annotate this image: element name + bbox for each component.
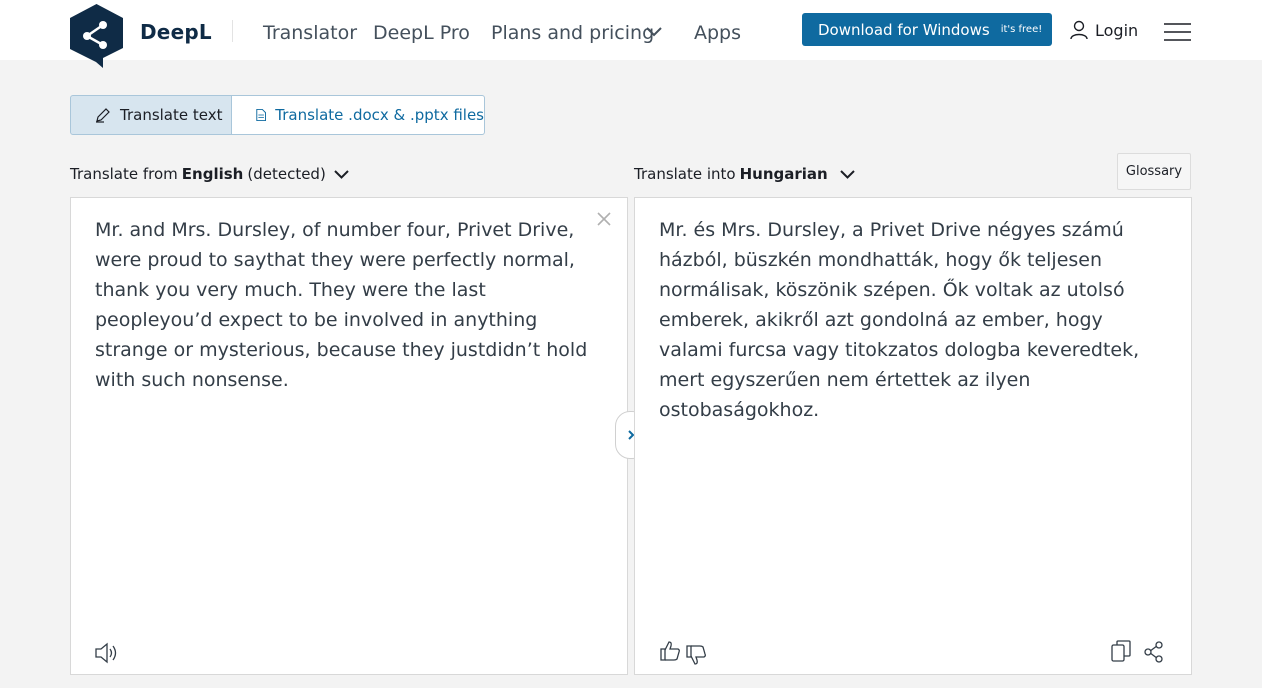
download-label: Download for Windows — [818, 20, 990, 39]
login-label: Login — [1095, 20, 1139, 40]
brand-divider — [232, 20, 233, 42]
translated-text: Mr. és Mrs. Dursley, a Privet Drive négyes számú házból, büszkén mondhatták, hogy ők teljesen normálisak, köszönik szépen. Ők voltak az utolsó emberek, akikről azt gondolná az ember, hogy valami furcsa vagy titokzatos dologba keveredtek, mert egyszerűen nem értettek az ilyen ostobaságokhoz. — [659, 219, 1140, 421]
source-language-selector[interactable] — [70, 165, 349, 183]
source-language-prefix: Translate from — [70, 165, 178, 183]
copy-icon[interactable] — [1111, 640, 1131, 662]
thumbs-up-icon[interactable] — [659, 640, 681, 662]
source-text-panel[interactable] — [70, 197, 628, 675]
pen-icon — [95, 107, 111, 123]
target-language-selector[interactable] — [634, 165, 855, 183]
source-language-suffix: (detected) — [247, 165, 326, 183]
hamburger-menu-icon[interactable] — [1164, 22, 1191, 42]
target-language: Hungarian — [739, 165, 828, 183]
user-icon — [1070, 20, 1088, 40]
translation-mode-tabs — [70, 95, 485, 135]
document-icon — [256, 107, 266, 123]
speaker-icon[interactable] — [95, 642, 119, 664]
tab-translate-text[interactable] — [70, 95, 232, 135]
nav-plans-and-pricing[interactable] — [491, 22, 654, 44]
download-note: it's free! — [1000, 24, 1043, 35]
nav-deepl-pro[interactable]: DeepL Pro — [373, 22, 470, 44]
tab-translate-files[interactable] — [232, 95, 485, 135]
login-button[interactable] — [1070, 20, 1138, 40]
chevron-down-icon — [646, 27, 662, 37]
thumbs-down-icon[interactable] — [685, 644, 707, 666]
target-text-panel — [634, 197, 1192, 675]
close-icon[interactable] — [595, 210, 613, 228]
source-text-input[interactable]: Mr. and Mrs. Dursley, of number four, Privet Drive, were proud to saythat they were perfectly normal, thank you very much. They were the last peopleyou’d expect to be involved in anything strange or mysterious, because they justdidn’t hold with such nonsense. — [95, 219, 588, 391]
deepl-logo-icon[interactable] — [70, 4, 123, 68]
download-for-windows-button[interactable] — [802, 13, 1052, 46]
target-language-prefix: Translate into — [634, 165, 736, 183]
chevron-down-icon — [334, 170, 349, 179]
nav-plans-label: Plans and pricing — [491, 22, 655, 44]
source-language: English — [181, 165, 244, 183]
brand-name[interactable]: DeepL — [140, 20, 212, 44]
top-header — [0, 0, 1262, 60]
chevron-down-icon — [840, 170, 855, 179]
glossary-button[interactable]: Glossary — [1117, 153, 1191, 190]
nav-translator[interactable]: Translator — [263, 22, 358, 44]
tab-translate-files-label: Translate .docx & .pptx files — [275, 106, 484, 124]
nav-apps[interactable]: Apps — [694, 22, 742, 44]
tab-translate-text-label: Translate text — [120, 106, 223, 124]
share-icon[interactable] — [1143, 641, 1165, 663]
